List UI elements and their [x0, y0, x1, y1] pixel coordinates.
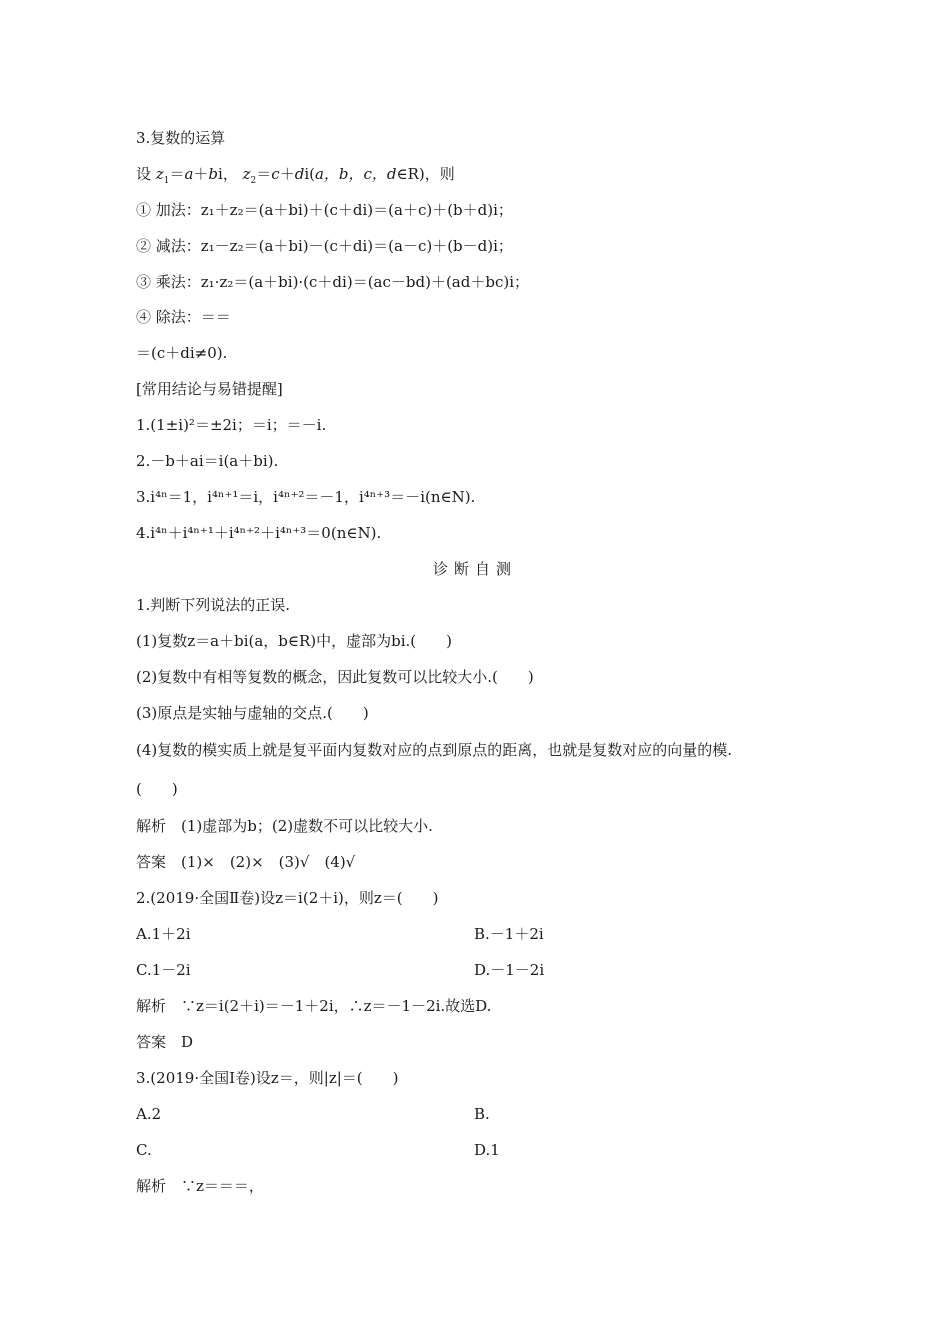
q1-analysis: 解析 (1)虚部为b；(2)虚数不可以比较大小. [136, 817, 433, 835]
q2-stem: 2.(2019·全国Ⅱ卷)设z＝i(2＋i)，则z＝( ) [136, 889, 439, 907]
q3-option-a: A.2 [136, 1105, 162, 1123]
setup-a: a [184, 165, 194, 183]
setup-i2: i( [304, 165, 315, 183]
q2-answer: 答案 D [136, 1033, 194, 1051]
setup-z1: z [155, 165, 164, 183]
op-division-cont: ＝(c＋di≠0). [136, 344, 228, 362]
q3-analysis: 解析 ∵z＝＝＝， [136, 1177, 264, 1195]
reminder-3: 3.i⁴ⁿ＝1，i⁴ⁿ⁺¹＝i，i⁴ⁿ⁺²＝－1，i⁴ⁿ⁺³＝－i(n∈N). [136, 488, 476, 506]
q3-stem: 3.(2019·全国Ⅰ卷)设z＝，则|z|＝( ) [136, 1069, 399, 1087]
q3-option-d: D.1 [474, 1141, 500, 1159]
setup-c: c [271, 165, 280, 183]
op-multiplication: ③ 乘法：z₁·z₂＝(a＋bi)·(c＋di)＝(ac－bd)＋(ad＋bc)i； [136, 273, 529, 291]
q3-option-c: C. [136, 1141, 152, 1159]
q2-option-d: D.－1－2i [474, 961, 545, 979]
setup-lead: 设 [136, 165, 152, 183]
setup-line [136, 164, 455, 184]
q1-item-4-bracket: ( ) [136, 780, 178, 798]
setup-eq1: ＝ [169, 165, 185, 183]
q2-analysis: 解析 ∵z＝i(2＋i)＝－1＋2i，∴z＝－1－2i.故选D. [136, 997, 492, 1015]
q3-option-b: B. [474, 1105, 490, 1123]
q1-item-1: (1)复数z＝a＋bi(a，b∈R)中，虚部为bi.( ) [136, 632, 453, 650]
reminder-2: 2.－b＋ai＝i(a＋bi). [136, 452, 279, 470]
setup-sub-2: 2 [250, 176, 257, 186]
q1-item-2: (2)复数中有相等复数的概念，因此复数可以比较大小.( ) [136, 668, 534, 686]
setup-tail: ∈R)，则 [396, 165, 455, 183]
setup-sub-1: 1 [163, 176, 170, 186]
q2-option-b: B.－1＋2i [474, 925, 544, 943]
op-subtraction: ② 减法：z₁－z₂＝(a＋bi)－(c＋di)＝(a－c)＋(b－d)i； [136, 237, 513, 255]
setup-i: i， [218, 165, 238, 183]
q1-stem: 1.判断下列说法的正误. [136, 596, 291, 614]
reminder-4: 4.i⁴ⁿ＋i⁴ⁿ⁺¹＋i⁴ⁿ⁺²＋i⁴ⁿ⁺³＝0(n∈N). [136, 524, 382, 542]
setup-plus: ＋ [193, 165, 209, 183]
setup-z2: z [242, 165, 251, 183]
q1-item-4: (4)复数的模实质上就是复平面内复数对应的点到原点的距离，也就是复数对应的向量的模. [136, 741, 733, 759]
q1-answer: 答案 (1)× (2)× (3)√ (4)√ [136, 853, 356, 871]
setup-vars: a，b，c，d [314, 165, 397, 183]
q2-option-c: C.1－2i [136, 961, 191, 979]
op-addition: ① 加法：z₁＋z₂＝(a＋bi)＋(c＋di)＝(a＋c)＋(b＋d)i； [136, 201, 513, 219]
setup-b: b [208, 165, 219, 183]
setup-eq2: ＝ [256, 165, 272, 183]
setup-plus2: ＋ [279, 165, 295, 183]
reminder-title: [常用结论与易错提醒] [136, 380, 283, 398]
diag-title: 诊断自测 [432, 560, 517, 578]
section-title: 3.复数的运算 [136, 129, 226, 147]
op-division: ④ 除法：＝＝ [136, 308, 231, 326]
setup-d: d [294, 165, 305, 183]
q2-option-a: A.1＋2i [136, 925, 191, 943]
q1-item-3: (3)原点是实轴与虚轴的交点.( ) [136, 704, 369, 722]
reminder-1: 1.(1±i)²＝±2i；＝i；＝－i. [136, 416, 327, 434]
